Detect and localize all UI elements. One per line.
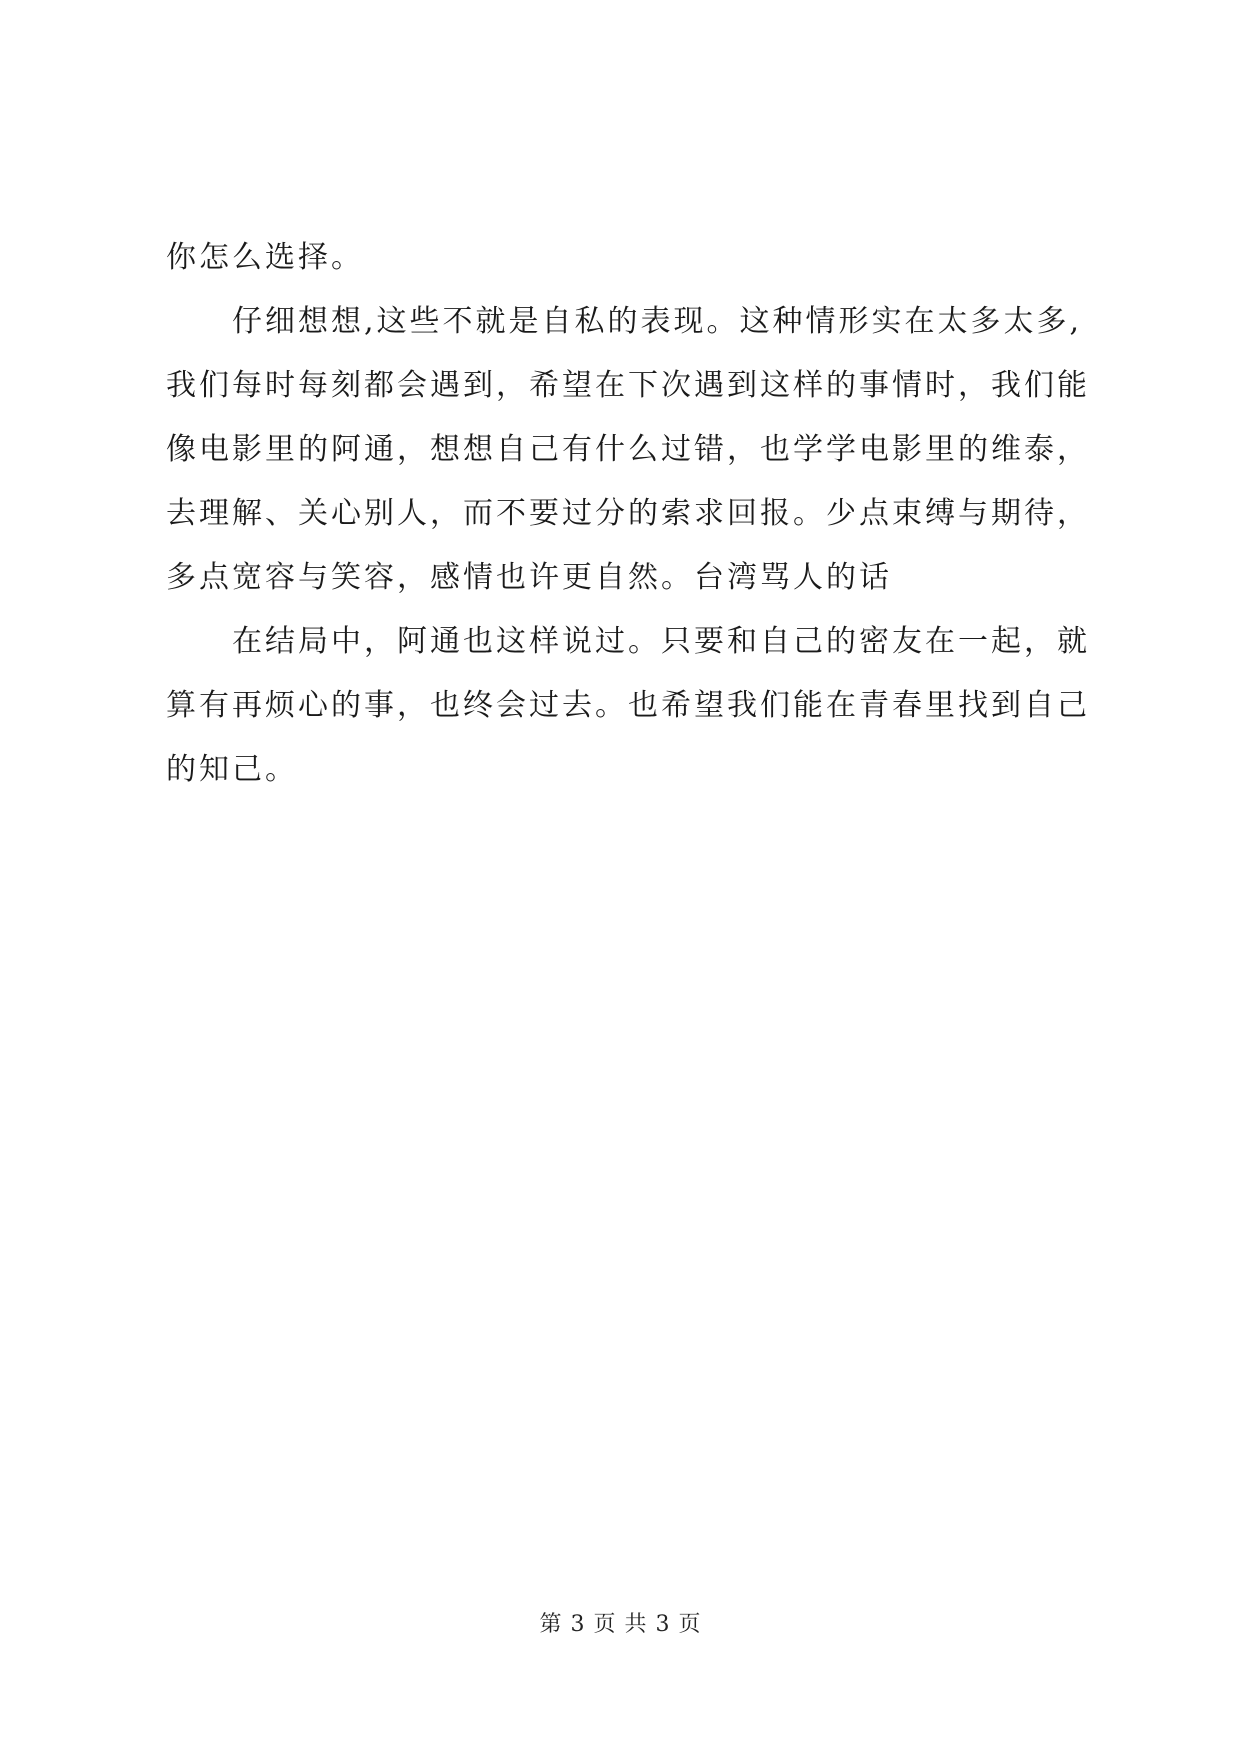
paragraph-start-line: 在结局中，阿通也这样说过。只要和自己的密友在一起，就 [232, 624, 1090, 659]
text-line: 多点宽容与笑容，感情也许更自然。台湾骂人的话 [166, 560, 892, 595]
text-line: 你怎么选择。 [166, 240, 364, 275]
text-line: 我们每时每刻都会遇到，希望在下次遇到这样的事情时，我们能 [166, 368, 1090, 403]
paragraph-start-line: 仔细想想,这些不就是自私的表现。这种情形实在太多太多, [232, 304, 1083, 339]
text-line: 像电影里的阿通，想想自己有什么过错，也学学电影里的维泰， [166, 432, 1090, 467]
text-line: 的知己。 [166, 752, 298, 787]
page-footer: 第 3 页 共 3 页 [539, 1612, 702, 1637]
text-line: 算有再烦心的事，也终会过去。也希望我们能在青春里找到自己 [166, 688, 1090, 723]
text-line: 去理解、关心别人，而不要过分的索求回报。少点束缚与期待， [166, 496, 1090, 531]
